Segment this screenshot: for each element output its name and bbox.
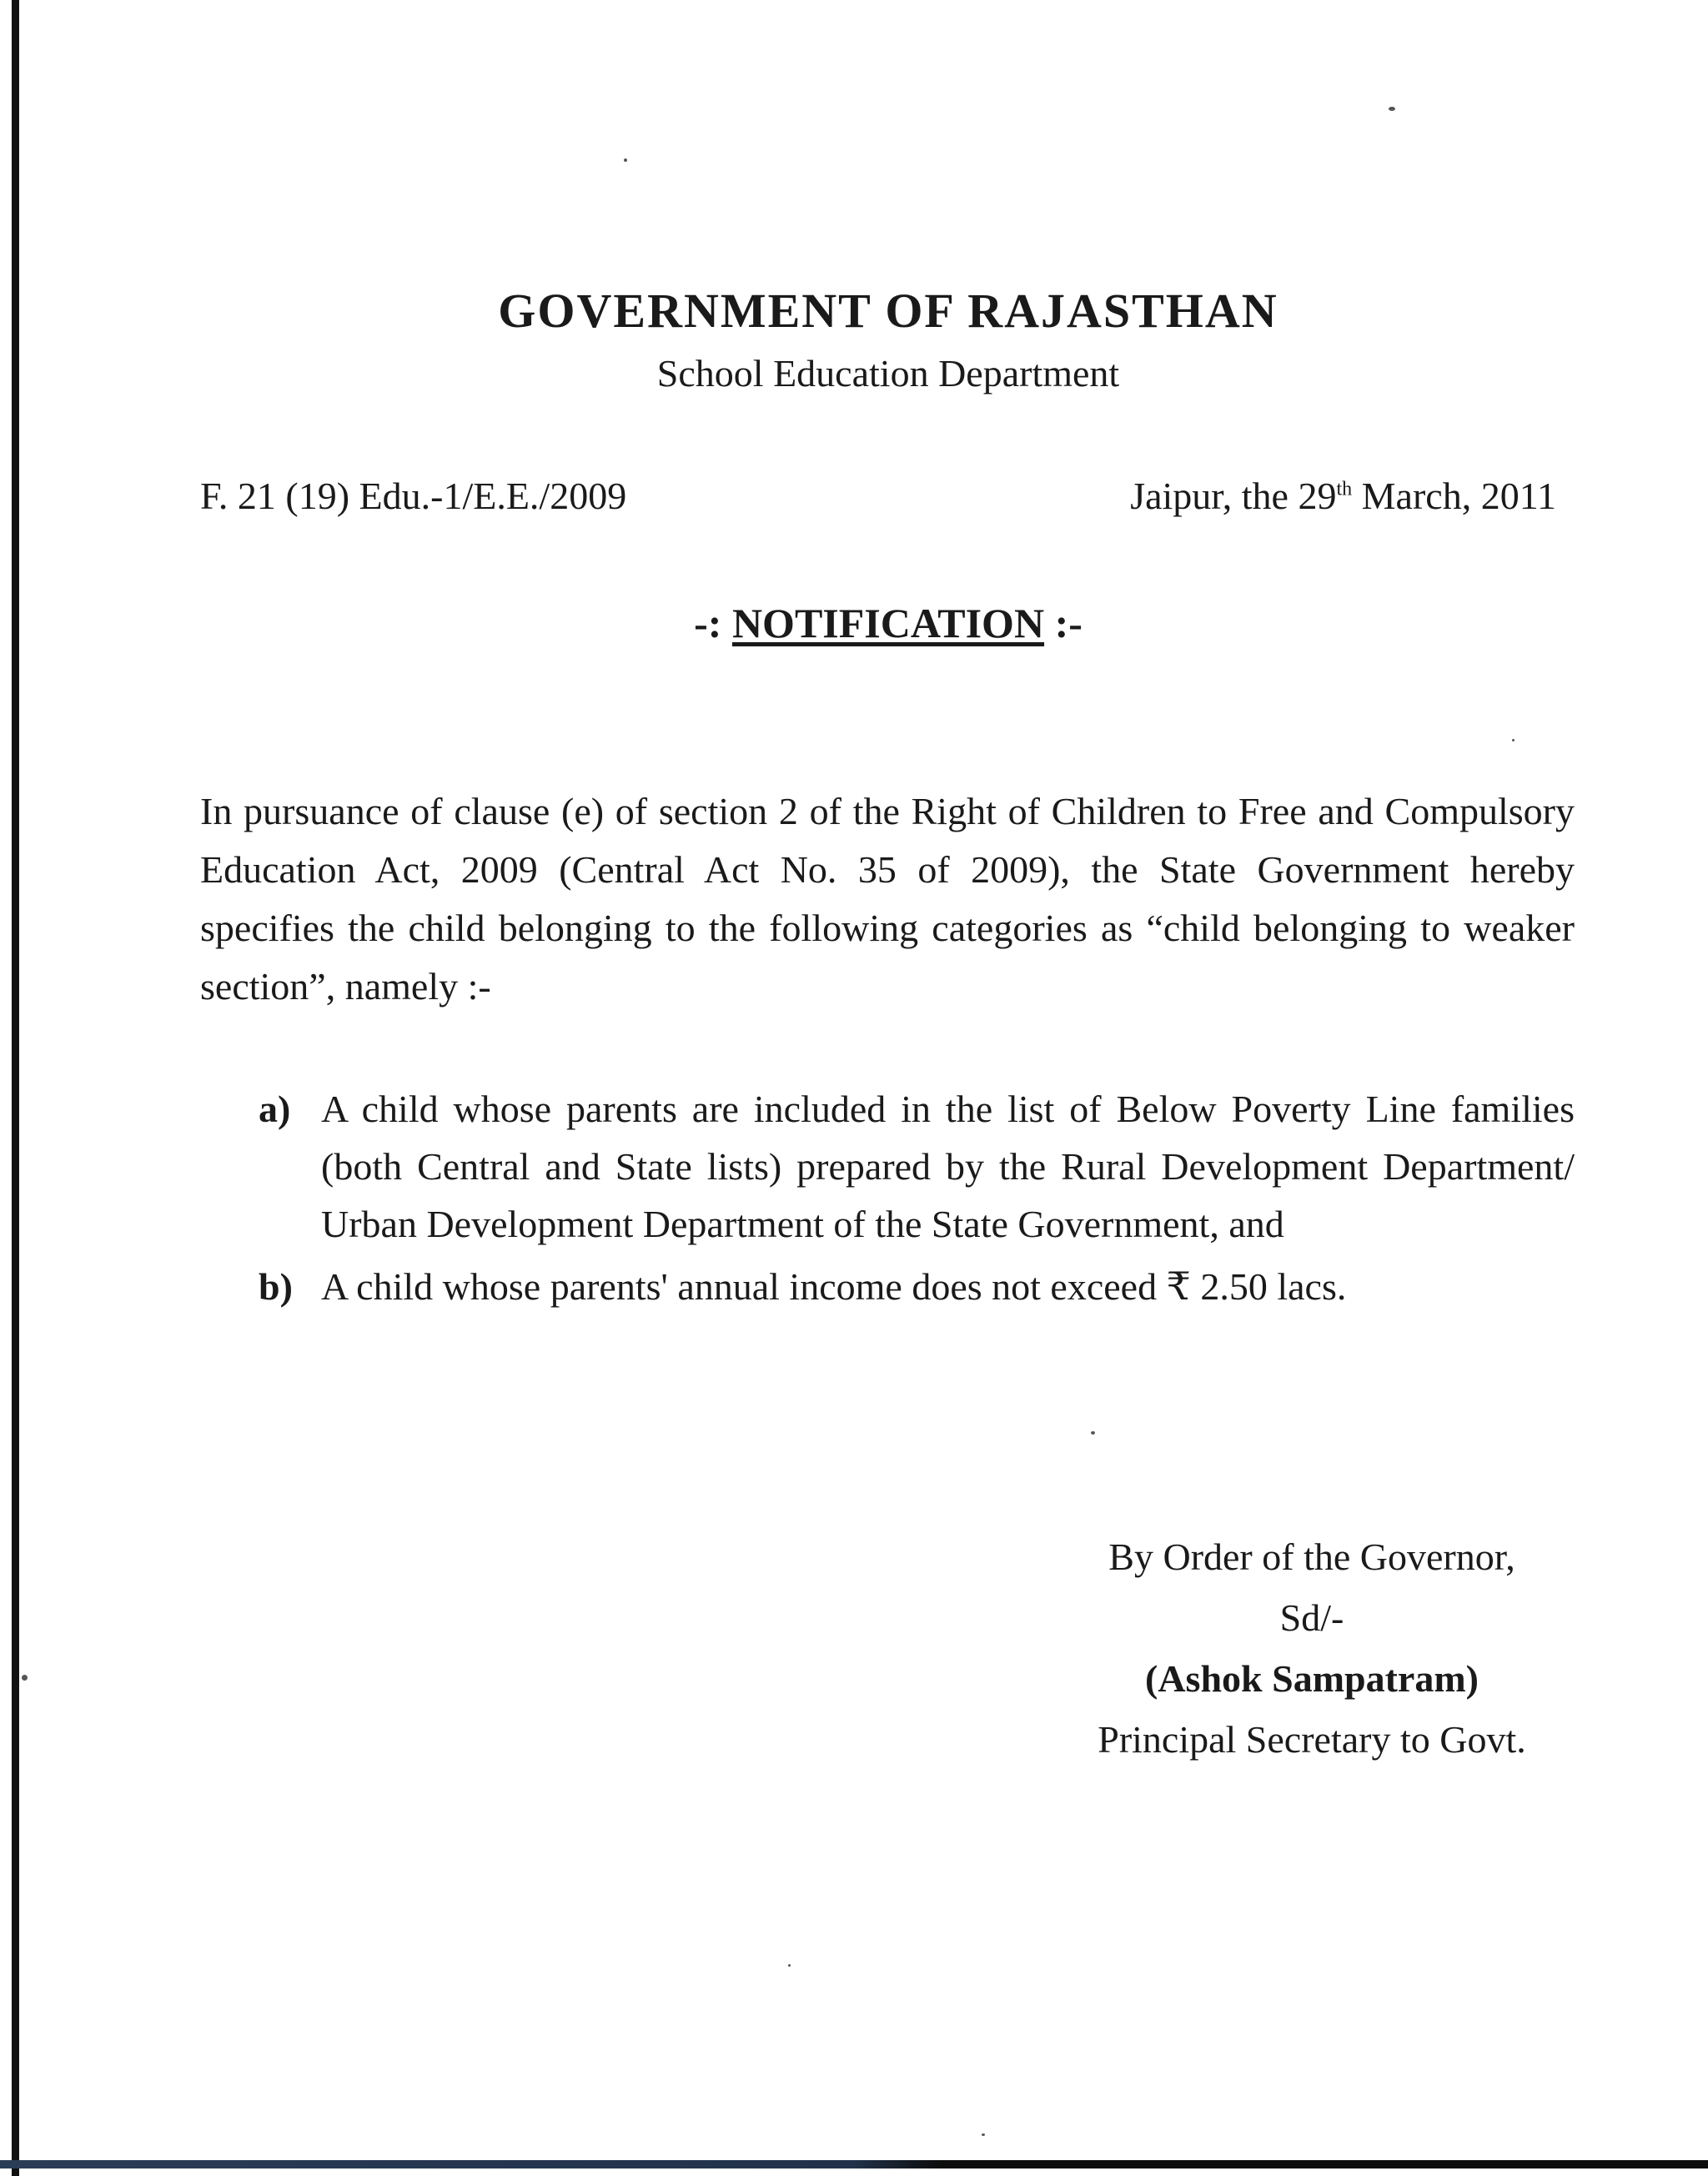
notification-title: NOTIFICATION [731,600,1045,646]
notification-body-paragraph: In pursuance of clause (e) of section 2 of the Right of Children to Free and Compulsory Education Act, 2009 (Central Act No. 35 of 2009), the State Government hereby specifies the child belonging to the following categories as “child belonging to weaker section”, namely :- [200,790,1575,1008]
signature-order-line: By Order of the Governor, [1108,1535,1515,1578]
scan-speck [1091,1431,1095,1435]
date-ordinal-suffix: th [1336,478,1353,500]
signatory-designation: Principal Secretary to Govt. [1098,1718,1526,1761]
department-name: School Education Department [656,352,1120,394]
list-item-text: A child whose parents are included in the list of Below Poverty Line families (both Central and State lists) prepared by the Rural Development Department/ Urban Development Department of the State Government, and [321,1088,1575,1245]
notification-suffix: :- [1044,600,1083,646]
scan-speck [982,2133,985,2136]
document-title: GOVERNMENT OF RAJASTHAN [498,284,1278,338]
scan-speck [1389,107,1395,111]
list-item-marker: a) [259,1088,291,1130]
issue-date [1130,474,1556,518]
list-item [259,1080,1575,1253]
list-item-text: A child whose parents' annual income does not exceed ₹ 2.50 lacs. [321,1265,1347,1308]
signature-block [1045,1526,1579,1770]
date-prefix: Jaipur, the 29 [1130,475,1337,517]
signature-sd-line: Sd/- [1279,1596,1344,1639]
notification-prefix: -: [694,600,732,646]
file-reference-number: F. 21 (19) Edu.-1/E.E./2009 [200,475,627,517]
list-item-marker: b) [259,1265,293,1308]
scan-speck [624,158,627,162]
notification-heading [0,599,1708,647]
scan-speck [1512,739,1515,741]
scan-bottom-border [0,2160,1708,2168]
category-list [259,1080,1575,1320]
scan-speck [22,1675,28,1681]
list-item [259,1258,1575,1315]
signatory-name: (Ashok Sampatram) [1145,1657,1479,1700]
date-rest: March, 2011 [1352,475,1556,517]
scan-speck [788,1964,791,1967]
